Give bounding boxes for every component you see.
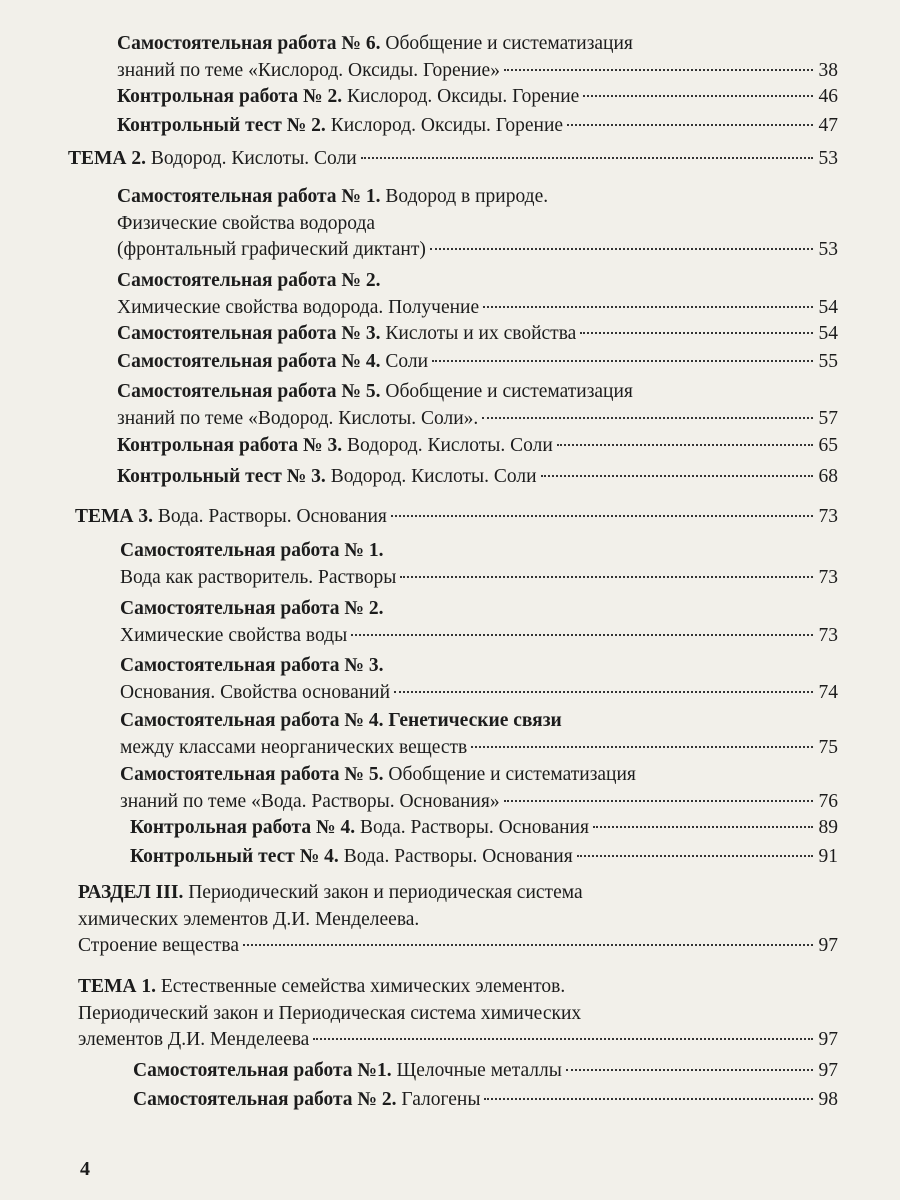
dot-leader bbox=[504, 800, 813, 802]
dot-leader bbox=[313, 1038, 812, 1040]
toc-entry bbox=[120, 762, 838, 815]
toc-entry bbox=[133, 1087, 838, 1114]
dot-leader bbox=[593, 826, 813, 828]
entry-label: Самостоятельная работа № 5. bbox=[117, 381, 381, 402]
entry-title: элементов Д.И. Менделеева bbox=[78, 1029, 310, 1050]
entry-title: Вода как растворитель. Растворы bbox=[120, 566, 397, 588]
dot-leader bbox=[567, 124, 812, 126]
entry-label: Самостоятельная работа № 4. Генетические связи bbox=[120, 710, 562, 731]
page-number: 46 bbox=[818, 86, 838, 107]
entry-title: (фронтальный графический диктант) bbox=[117, 239, 426, 260]
page-number: 73 bbox=[818, 506, 838, 527]
entry-title: Вода. Растворы. Основания bbox=[355, 817, 589, 838]
entry-title: Кислород. Оксиды. Горение bbox=[342, 86, 580, 107]
entry-label: Контрольная работа № 2. bbox=[117, 86, 343, 107]
toc-entry bbox=[78, 974, 838, 1054]
toc-entry bbox=[117, 268, 838, 321]
entry-label: Самостоятельная работа № 4. bbox=[117, 351, 381, 372]
page-number: 65 bbox=[818, 435, 838, 456]
entry-title: Химические свойства воды bbox=[120, 624, 348, 646]
entry-label: Самостоятельная работа №1. bbox=[133, 1060, 392, 1081]
page-number: 54 bbox=[818, 296, 838, 318]
page-number: 73 bbox=[818, 624, 838, 646]
entry-title: Обобщение и систематизация bbox=[383, 764, 636, 785]
dot-leader bbox=[577, 855, 813, 857]
toc-entry bbox=[120, 538, 838, 591]
page-number: 53 bbox=[818, 239, 838, 260]
entry-title: Обобщение и систематизация bbox=[380, 381, 633, 402]
entry-title: Естественные семейства химических элементов. bbox=[156, 976, 566, 997]
page-number: 54 bbox=[818, 323, 838, 344]
entry-title: химических элементов Д.И. Менделеева. bbox=[78, 908, 420, 930]
page-number: 55 bbox=[818, 351, 838, 372]
entry-label: Контрольная работа № 4. bbox=[130, 817, 356, 838]
entry-title: Водород. Кислоты. Соли bbox=[325, 466, 537, 487]
toc-entry bbox=[117, 349, 838, 376]
entry-title: Строение вещества bbox=[78, 935, 239, 956]
entry-label: Самостоятельная работа № 5. bbox=[120, 764, 384, 785]
toc-entry bbox=[78, 880, 838, 960]
dot-leader bbox=[484, 1098, 812, 1100]
entry-label: Самостоятельная работа № 1. bbox=[120, 540, 384, 561]
toc-entry bbox=[75, 504, 838, 531]
entry-title: между классами неорганических веществ bbox=[120, 736, 468, 758]
entry-title: Периодический закон и периодическая система bbox=[183, 882, 583, 903]
entry-title: Химические свойства водорода. Получение bbox=[117, 296, 480, 318]
entry-label: Самостоятельная работа № 2. bbox=[120, 598, 384, 619]
entry-title: Вода. Растворы. Основания bbox=[338, 846, 573, 867]
dot-leader bbox=[471, 746, 812, 748]
entry-label: Самостоятельная работа № 2. bbox=[133, 1089, 397, 1110]
page-number: 89 bbox=[818, 817, 838, 838]
toc-entry bbox=[117, 464, 838, 491]
dot-leader bbox=[566, 1069, 813, 1071]
entry-title: Обобщение и систематизация bbox=[380, 33, 633, 54]
dot-leader bbox=[541, 475, 813, 477]
page-number: 53 bbox=[818, 148, 838, 169]
entry-title: Кислород. Оксиды. Горение bbox=[325, 115, 564, 136]
entry-label: Самостоятельная работа № 6. bbox=[117, 33, 381, 54]
page-number: 75 bbox=[818, 736, 838, 758]
entry-title: Вода. Растворы. Основания bbox=[153, 506, 387, 527]
entry-title: Соли bbox=[380, 351, 429, 372]
entry-title: знаний по теме «Кислород. Оксиды. Горение» bbox=[117, 59, 500, 81]
entry-title: знаний по теме «Водород. Кислоты. Соли». bbox=[117, 407, 479, 429]
entry-label: Контрольный тест № 2. bbox=[117, 115, 326, 136]
toc-entry bbox=[117, 379, 838, 432]
page-number: 38 bbox=[818, 59, 838, 81]
dot-leader bbox=[351, 634, 812, 636]
page-number: 97 bbox=[818, 935, 838, 956]
entry-label: Самостоятельная работа № 2. bbox=[117, 270, 381, 291]
toc-entry bbox=[117, 31, 838, 84]
entry-label: ТЕМА 1. bbox=[78, 976, 156, 997]
dot-leader bbox=[243, 944, 813, 946]
entry-title: Водород. Кислоты. Соли bbox=[342, 435, 553, 456]
entry-title: Основания. Свойства оснований bbox=[120, 681, 391, 703]
dot-leader bbox=[391, 515, 813, 517]
dot-leader bbox=[583, 95, 812, 97]
page-number: 97 bbox=[818, 1029, 838, 1050]
dot-leader bbox=[432, 360, 812, 362]
entry-title: Физические свойства водорода bbox=[117, 212, 376, 234]
dot-leader bbox=[361, 157, 813, 159]
page-number: 97 bbox=[818, 1060, 838, 1081]
toc-entry bbox=[133, 1058, 838, 1085]
entry-title: Водород. Кислоты. Соли bbox=[146, 148, 357, 169]
dot-leader bbox=[482, 417, 812, 419]
entry-label: Самостоятельная работа № 1. bbox=[117, 186, 381, 207]
toc-entry bbox=[130, 815, 838, 842]
page-folio: 4 bbox=[80, 1158, 90, 1180]
page-number: 73 bbox=[818, 566, 838, 588]
entry-label: Контрольная работа № 3. bbox=[117, 435, 343, 456]
toc-entry bbox=[117, 184, 838, 264]
entry-label: ТЕМА 2. bbox=[68, 148, 146, 169]
toc-entry bbox=[117, 113, 838, 140]
entry-label: ТЕМА 3. bbox=[75, 506, 153, 527]
entry-title: Щелочные металлы bbox=[391, 1060, 562, 1081]
page-number: 47 bbox=[818, 115, 838, 136]
entry-title: Водород в природе. bbox=[380, 186, 549, 207]
dot-leader bbox=[504, 69, 813, 71]
toc-entry bbox=[120, 708, 838, 761]
dot-leader bbox=[557, 444, 813, 446]
entry-title: Галогены bbox=[396, 1089, 481, 1110]
toc-entry bbox=[130, 844, 838, 871]
dot-leader bbox=[430, 248, 813, 250]
page-number: 68 bbox=[818, 466, 838, 487]
entry-label: Контрольный тест № 3. bbox=[117, 466, 326, 487]
page-number: 76 bbox=[818, 790, 838, 812]
entry-title: Кислоты и их свойства bbox=[380, 323, 577, 344]
toc-entry bbox=[117, 84, 838, 111]
toc-entry bbox=[68, 146, 838, 173]
toc-entry bbox=[120, 653, 838, 706]
toc-entry bbox=[120, 596, 838, 649]
entry-title: знаний по теме «Вода. Растворы. Основания» bbox=[120, 790, 500, 812]
page-number: 91 bbox=[818, 846, 838, 867]
entry-label: РАЗДЕЛ III. bbox=[78, 882, 184, 903]
entry-title: Периодический закон и Периодическая система химических bbox=[78, 1002, 582, 1024]
entry-label: Самостоятельная работа № 3. bbox=[117, 323, 381, 344]
toc-entry bbox=[117, 433, 838, 460]
toc-entry bbox=[117, 321, 838, 348]
page-number: 57 bbox=[818, 407, 838, 429]
dot-leader bbox=[394, 691, 812, 693]
entry-label: Контрольный тест № 4. bbox=[130, 846, 339, 867]
page-number: 74 bbox=[818, 681, 838, 703]
dot-leader bbox=[483, 306, 812, 308]
entry-label: Самостоятельная работа № 3. bbox=[120, 655, 384, 676]
dot-leader bbox=[580, 332, 812, 334]
page-number: 98 bbox=[818, 1089, 838, 1110]
dot-leader bbox=[400, 576, 812, 578]
